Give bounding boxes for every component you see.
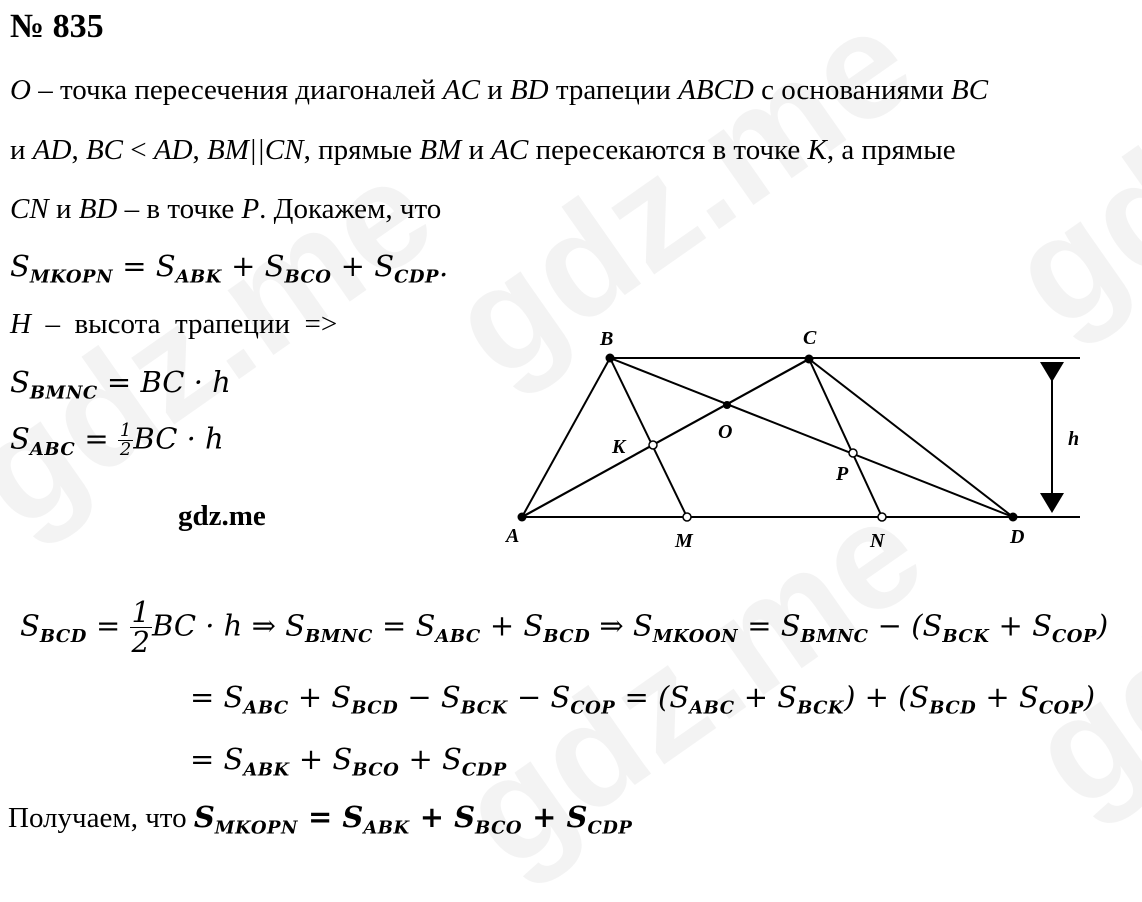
point-n bbox=[878, 513, 886, 521]
point-m bbox=[683, 513, 691, 521]
label-n: N bbox=[870, 530, 885, 552]
point-c bbox=[805, 355, 814, 364]
label-o: O bbox=[718, 421, 733, 443]
label-p: P bbox=[836, 463, 849, 485]
trapezoid-figure bbox=[490, 320, 1110, 560]
statement-line-3: CN и BD – в точке P. Докажем, что bbox=[10, 193, 442, 225]
derivation-line-1: $S_{BCD}$ = $\frac{1}{2}$ BC · h ⇒ $S_{BMNC} = S_{ABC} + S_{BCD}$ ⇒ $S_{MKOON} = S_{BMNC} - (S_{BCK} + S_{COP})$ bbox=[20, 595, 1109, 659]
point-b bbox=[606, 354, 615, 363]
label-h: h bbox=[1068, 428, 1080, 450]
label-a: A bbox=[506, 525, 520, 547]
statement-line-1: O – точка пересечения диагоналей AC и BD трапеции ABCD с основаниями BC bbox=[10, 74, 989, 106]
point-d bbox=[1009, 513, 1018, 522]
watermark bbox=[0, 124, 463, 562]
point-o bbox=[723, 401, 731, 409]
label-b: B bbox=[600, 328, 614, 350]
brand-label: gdz.me bbox=[178, 500, 266, 532]
formula-bmnc: $S_{BMNC}$ = BC · h bbox=[10, 365, 231, 404]
formula-abc: $S_{ABC}$ = $\frac{1}{2}$ BC · h bbox=[10, 420, 224, 460]
label-k: K bbox=[612, 436, 626, 458]
diagonal-bd bbox=[610, 358, 1013, 517]
point-a bbox=[518, 513, 527, 522]
derivation-line-3: = $S_{ABK} + S_{BCO} + S_{CDP}$ bbox=[190, 742, 507, 781]
claim-formula: $S_{MKOPN} = S_{ABK} + S_{BCO} + S_{CDP}$. bbox=[10, 249, 449, 288]
segment-cn bbox=[809, 359, 882, 517]
conclusion: Получаем, что $S_{MKOPN} = S_{ABK} + S_{BCO} + S_{CDP}$ bbox=[8, 800, 633, 839]
label-m: M bbox=[675, 530, 693, 552]
side-cd bbox=[809, 359, 1013, 517]
height-definition: H – высота трапеции => bbox=[10, 308, 338, 340]
label-c: C bbox=[803, 327, 817, 349]
watermark bbox=[980, 0, 1142, 362]
label-d: D bbox=[1010, 526, 1025, 548]
point-k bbox=[649, 441, 657, 449]
problem-number: № 835 bbox=[10, 8, 104, 45]
derivation-line-2: = $S_{ABC} + S_{BCD} - S_{BCK} - S_{COP} = (S_{ABC} + S_{BCK}) + (S_{BCD} + S_{COP})$ bbox=[190, 680, 1096, 719]
point-p bbox=[849, 449, 857, 457]
statement-line-2: и AD, BC < AD, BM||CN, прямые BM и AC пересекаются в точке K, а прямые bbox=[10, 134, 956, 166]
